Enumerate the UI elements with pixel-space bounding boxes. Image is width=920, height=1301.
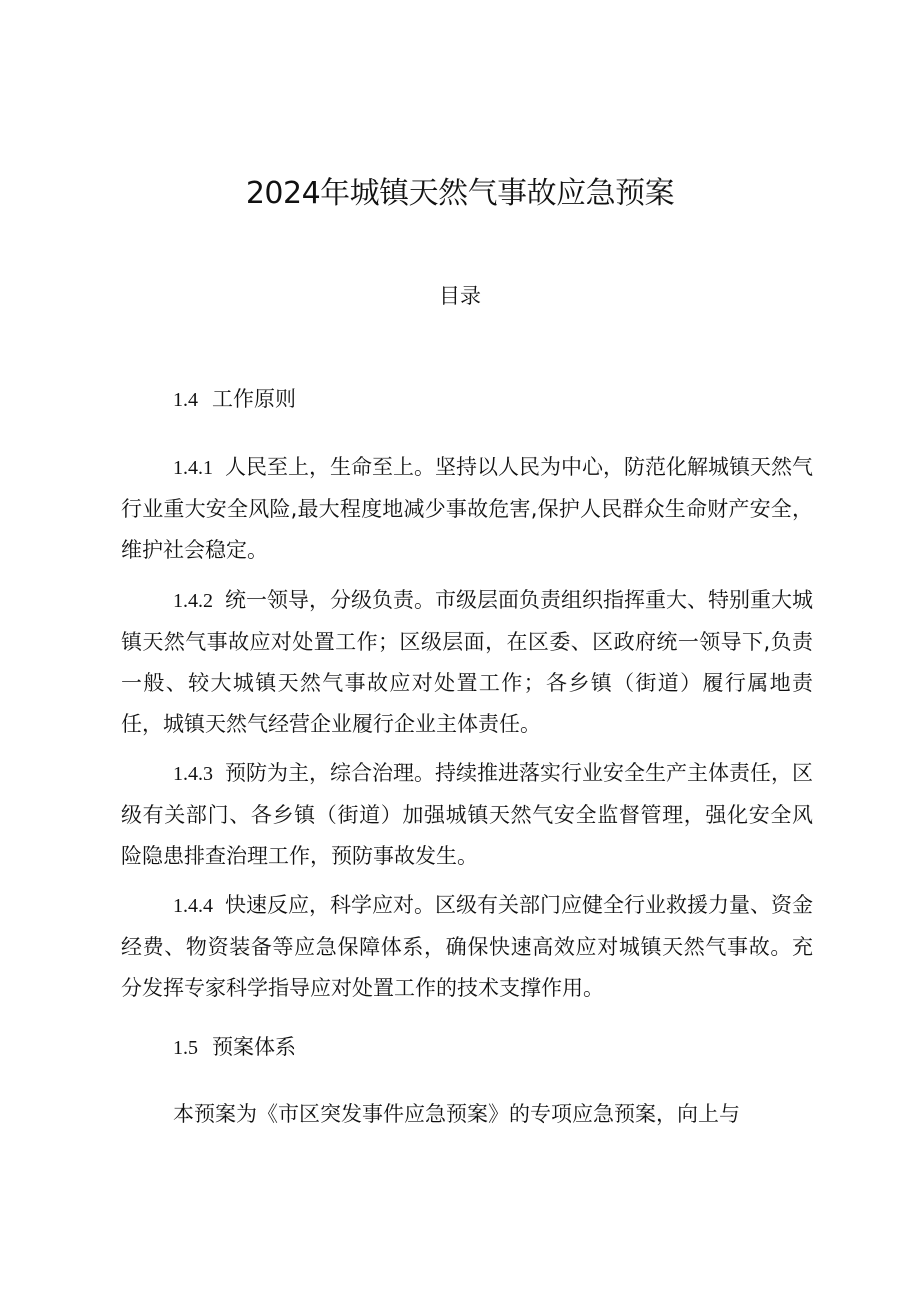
- section-heading-1-5: [173, 1031, 296, 1061]
- section-title: 预案体系: [212, 1035, 296, 1059]
- paragraph-1-4-4: [121, 885, 813, 1009]
- document-title: 2024年城镇天然气事故应急预案: [245, 176, 675, 211]
- paragraph-number: 1.4.1: [173, 457, 213, 479]
- section-number: 1.5: [173, 1037, 198, 1059]
- section-title: 工作原则: [212, 387, 296, 411]
- paragraph-1-4-3: [121, 753, 813, 877]
- section-number: 1.4: [173, 389, 198, 411]
- paragraph-1-4-2: [121, 580, 813, 745]
- section-heading-1-4: [173, 383, 296, 413]
- paragraph-1-4-1: [121, 447, 813, 571]
- paragraph-number: 1.4.2: [173, 590, 213, 612]
- paragraph-number: 1.4.4: [173, 895, 213, 917]
- paragraph-text: 人民至上，生命至上。坚持以人民为中心，防范化解城镇天然气行业重大安全风险,最大程度地减少事故危害,保护人民群众生命财产安全，维护社会稳定。: [121, 455, 813, 562]
- paragraph-text: 快速反应，科学应对。区级有关部门应健全行业救援力量、资金经费、物资装备等应急保障体系，确保快速高效应对城镇天然气事故。充分发挥专家科学指导应对处置工作的技术支撑作用。: [121, 893, 813, 1000]
- paragraph-text: 预防为主，综合治理。持续推进落实行业安全生产主体责任，区级有关部门、各乡镇（街道）加强城镇天然气安全监督管理，强化安全风险隐患排查治理工作，预防事故发生。: [121, 761, 813, 868]
- toc-heading: 目录: [439, 284, 481, 308]
- paragraph-text: 统一领导，分级负责。市级层面负责组织指挥重大、特别重大城镇天然气事故应对处置工作；区级层面，在区委、区政府统一领导下,负责一般、较大城镇天然气事故应对处置工作；各乡镇（街道）履行属地责任，城镇天然气经营企业履行企业主体责任。: [121, 588, 813, 736]
- paragraph-number: 1.4.3: [173, 763, 213, 785]
- closing-paragraph: 本预案为《市区突发事件应急预案》的专项应急预案，向上与: [173, 1102, 740, 1126]
